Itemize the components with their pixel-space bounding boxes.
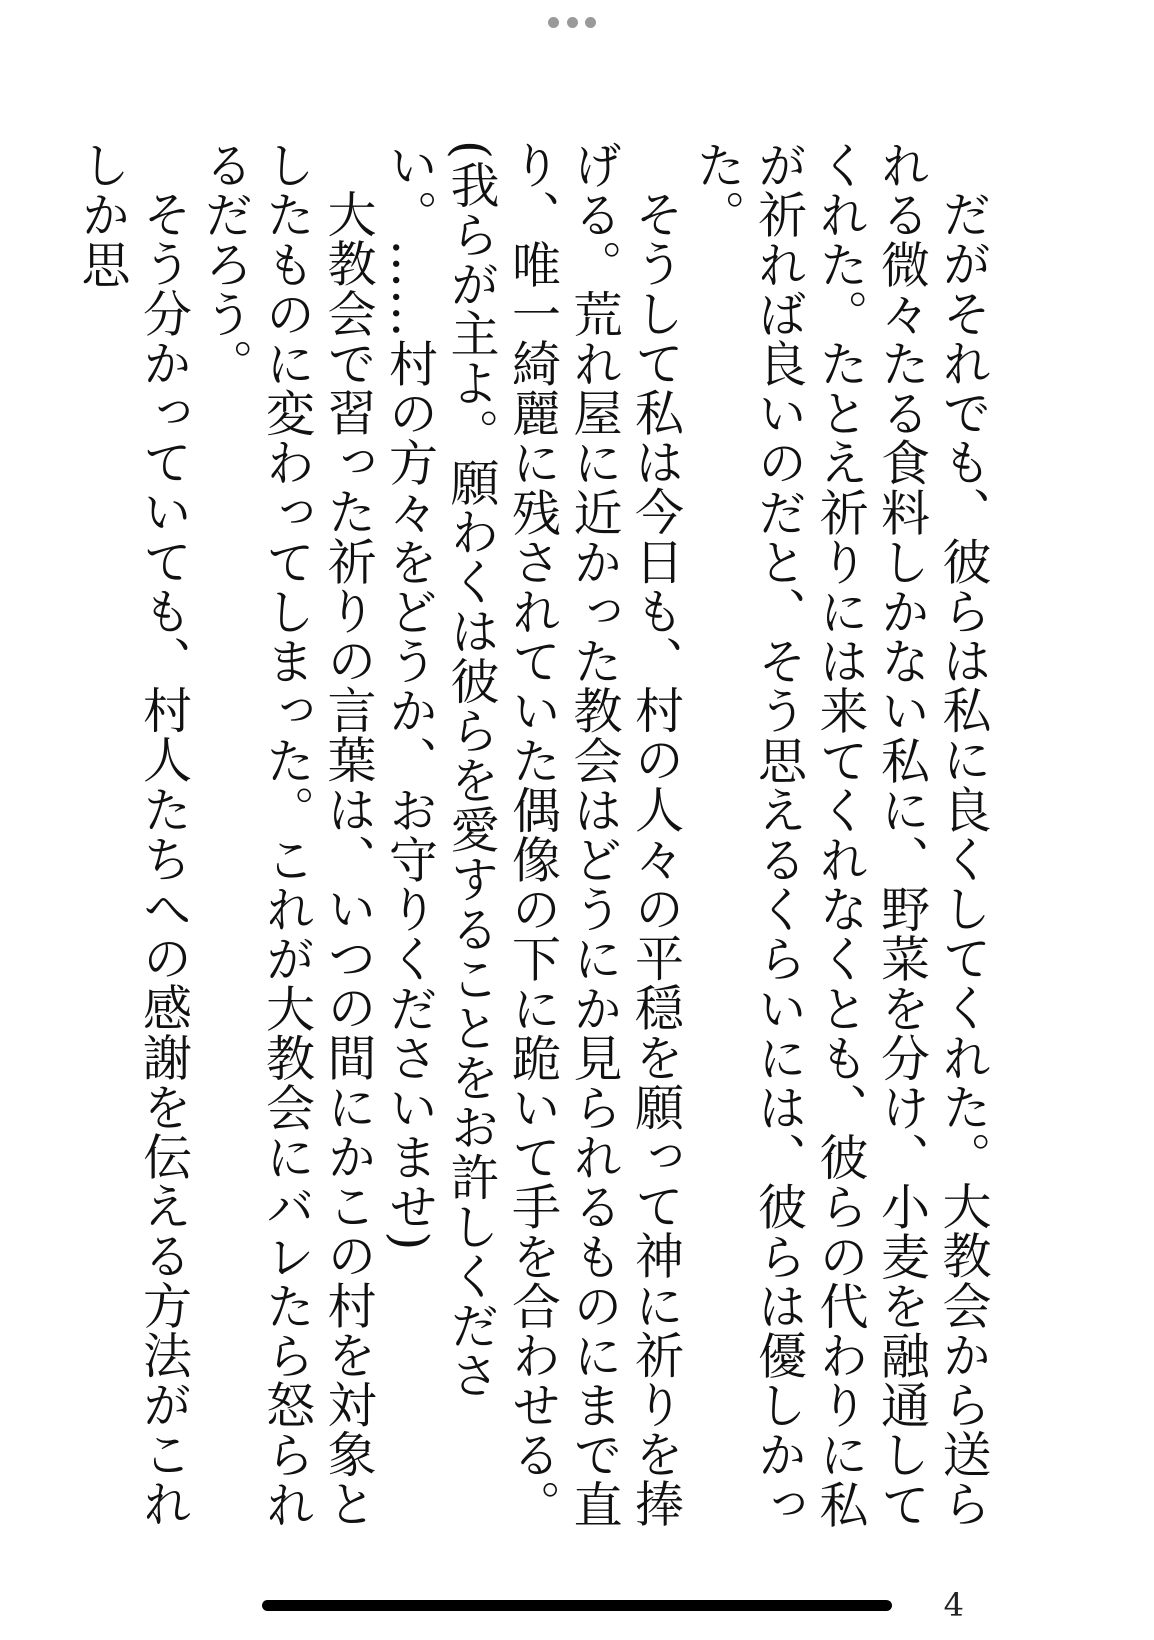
vertical-text-page [74,140,994,1540]
page-number: 4 [943,1586,964,1624]
paragraph: (我らが主よ。願わくは彼らを愛することをお許しください。……村の方々をどうか、お守りくださいませ) [381,140,500,1400]
paragraph: だがそれでも、彼らは私に良くしてくれた。大教会から送られる微々たる食料しかない私に、野菜を分け、小麦を融通してくれた。たとえ祈りには来てくれなくとも、彼らの代わりに私が祈れば良いのだと、そう思えるくらいには、彼らは優しかった。 [689,140,992,1529]
dot-icon [548,17,559,28]
home-indicator[interactable] [262,1600,892,1611]
paragraph: 大教会で習った祈りの言葉は、いつの間にかこの村を対象としたものに変わってしまった。これが大教会にバレたら怒られるだろう。 [197,140,377,1529]
paragraph: そうして私は今日も、村の人々の平穏を願って神に祈りを捧げる。荒れ屋に近かった教会はどうにか見られるものにまで直り、唯一綺麗に残されていた偶像の下に跪いて手を合わせる。 [504,140,685,1529]
paragraph: そう分かっていても、村人たちへの感謝を伝える方法がこれしか思 [74,140,193,1529]
dot-icon [567,17,578,28]
dot-icon [585,17,596,28]
reader-menu-dots-icon[interactable] [548,16,596,28]
